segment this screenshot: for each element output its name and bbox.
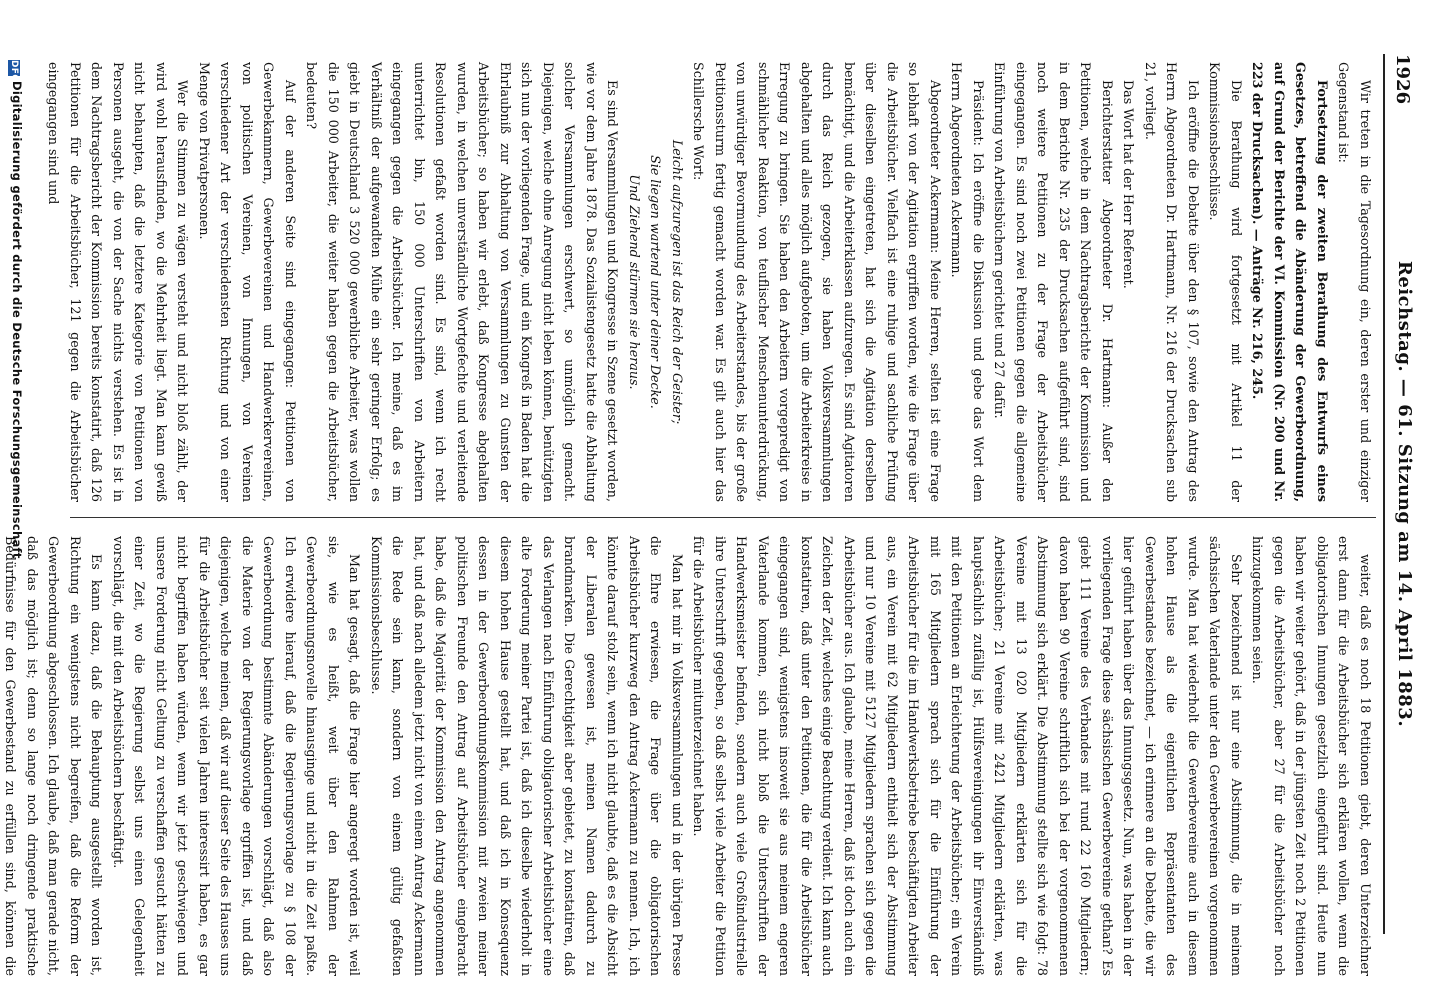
digitization-credit — [4, 60, 24, 960]
header-rule — [1383, 54, 1385, 934]
column-divider — [70, 517, 1376, 518]
president-statement: Präsident: Ich eröffne die Diskussion und gebe das Wort dem Herrn Abgeordneten Ackermann. — [949, 62, 986, 502]
speech-paragraph: Berichterstatter Abgeordneter Dr. Hartmann: Außer den Petitionen, welche in dem Nachtragsberichte der Kommission und in dem Berichte Nr. 235 der Drucksachen aufgeführt sind, sind noch weitere Petitionen zu der Frage der Arbeitsbücher eingegangen. Es sind noch zwei Petitionen gegen die allgemeine Einführung von Arbeitsbüchern gerichtet und 27 dafür. — [992, 62, 1115, 502]
paragraph: Die Berathung wird fortgesetzt mit Artikel 11 der Kommissionsbeschlüsse. — [1207, 62, 1244, 502]
paragraph: Wir treten in die Tagesordnung ein, deren erster und einziger Gegenstand ist: — [1336, 62, 1373, 502]
quote-line: Sie liegen wartend unter deiner Decke. — [648, 155, 664, 409]
speech-paragraph: Sehr bezeichnend ist nur eine Abstimmung, die in meinem sächsischen Vaterlande unter den Gewerbevereinen vorgenommen wurde. Man hat wiederholt die Gewerbevereine auch in diesem hohen Hause als die eigentlichen Repräsentanten des Gewerbestandes bezeichnet, — ich erinnere an die Debatte, die wir hier geführt haben über das Innungsgesetz. Nun, was haben in der vorliegenden Frage diese sächsischen Gewerbevereine gethan? Es giebt 111 Vereine des Verbandes mit rund 22 160 Mitgliedern; davon haben 90 Vereine schriftlich sich bei der vorgenommenen Abstimmung sich erklärt. Die Abstimmung stellte sich wie folgt: 78 Vereine mit 13 020 Mitgliedern erklärten sich für die Arbeitsbücher; 21 Vereine mit 2421 Mitgliedern erklärten, was hauptsächlich zufällig ist, Hülfsvereinigungen ihr Einverständniß mit den Petitionen an Erleichterung der Arbeitsbücher; ein Verein mit 165 Mitgliedern sprach sich für die Einführung der Arbeitsbücher für die im Handwerksbetriebe beschäftigten Arbeiter aus, ein Verein mit 62 Mitgliedern enthielt sich der Abstimmung und nur 10 Vereine mit 5127 Mitgliedern sprachen sich gegen die Arbeitsbücher aus. Ich glaube, meine Herren, daß ist doch auch ein Zeichen der Zeit, welches einige Beachtung verdient. Ich kann auch konstatiren, daß unter den Petitionen, die für die Arbeitsbücher eingegangen sind, wenigstens insoweit sie aus meinem engeren Vaterlande kommen, sich nicht bloß die Unterschriften der Handwerksmeister befinden, sondern auch viele Großindustrielle ihre Unterschrift gegeben, so daß selbst viele Arbeiter die Petition für die Arbeitsbücher mitunterzeichnet haben. — [691, 536, 1244, 976]
speech-paragraph: Es sind Versammlungen und Kongresse in Szene gesetzt worden, wie vor dem Jahre 1878. Das Sozialistengesetz hatte die Abhaltung solcher Versammlungen erschwert, so unmöglich gemacht. Diejenigen, welche ohne Anregung nicht leben können, benützigten sich nun der vorliegenden Frage, und ein Kongreß in Baden hat die Ehrlaubniß zur Abhaltung von Versammlungen zu Gunsten der Arbeitsbücher; so haben wir erlebt, daß Kongresse abgehalten wurden, in welchen unverständliche Wortgefechte und verleitende Resolutionen gefaßt worden sind. Es sind, wenn ich recht unterrichtet bin, 150 000 Unterschriften von Arbeitern eingegangen gegen die Arbeitsbücher. Ich meine, daß es im Verhältniß der aufgewandten Mühe ein sehr geringer Erfolg; es giebt in Deutschland 3 520 000 gewerbliche Arbeiter, was wollen die 150 000 Arbeiter, die weiter haben gegen die Arbeitsbücher, bedeuten? — [304, 62, 621, 502]
page-title: Reichstag. — 61. Sitzung am 14. April 1883. — [1394, 260, 1415, 728]
paragraph: Ich eröffne die Debatte über den § 107, sowie den Antrag des Herrn Abgeordneten Dr. Hartmann, Nr. 216 der Drucksachen sub 21, vorliegt. — [1143, 62, 1201, 502]
speech-paragraph: Wer die Stimmen zu wägen versteht und nicht bloß zählt, der wird wohl herausfinden, wo die Mehrheit liegt. Man kann gewiß nicht behaupten, daß die letztere Kategorie von Petitionen von Personen ausgeht, die von der Sache nichts verstehen. Es ist in dem Nachtragsbericht der Kommission bereits konstatirt, daß 126 Petitionen für die Arbeitsbücher, 121 gegen die Arbeitsbücher eingegangen sind und — [46, 62, 191, 502]
page-number: 1926 — [1392, 54, 1413, 105]
speech-paragraph: Abgeordneter Ackermann: Meine Herren, selten ist eine Frage so lebhaft von der Agitation ergriffen worden, wie die Frage über die Arbeitsbücher. Vielfach ist eine ruhige und sachliche Prüfung über dieselben eingetreten, hat sich die Agitation derselben bemächtigt, und die Arbeiterklassen aufzuregen. Es sind Agitatoren durch das Reich gezogen, sie haben Volksversammlungen abgehalten und alles möglich aufgeboten, um die Arbeiterkreise in Erregung zu bringen. Sie haben den Arbeitern vorgepredigt von schmählicher Reaktion, von teuflischer Menschenunterdrückung, von unwürdiger Bevormundung des Arbeiterstandes, bis der große Petitionssturm fertig gemacht worden war. Es gilt auch hier das Schillersche Wort: — [691, 62, 943, 502]
page-header — [1385, 54, 1415, 934]
speech-paragraph: Man hat gesagt, daß die Frage hier angeregt worden ist, weil sie, wie es heißt, weit über den Rahmen der Gewerbeordnungsnovelle hinausginge und nicht in die Zeit paßte. Ich erwidere hierauf, daß die Regierungsvorlage zu § 108 der Gewerbeordnung bestimmte Abänderungen vorschlägt, daß also die Materie von der Regierungsvorlage ergriffen ist, und daß diejenigen, welche meinen, daß wir auf dieser Seite des Hauses uns für die Arbeitsbücher seit vielen Jahren interessirt haben, es gar nicht begriffen haben würden, wenn wir jetzt geschwiegen und unsere Forderung nicht Geltung zu verschaffen gesucht hätten zu einer Zeit, wo die Regierung selbst uns einen Gelegenheit vorschlägt, die mit den Arbeitsbüchern beschäftigt. — [111, 536, 363, 976]
speech-paragraph: Man hat mir in Volksversammlungen und in der übrigen Presse die Ehre erwiesen, die Frage über die obligatorischen Arbeitsbücher kurzweg den Antrag Ackermann zu nennen. Ich, ich könnte darauf stolz sein, wenn ich nicht glaubte, daß es die Absicht der Liberalen gewesen ist, meinen Namen dadurch zu brandmarken. Die Gerechtigkeit aber gebietet, zu konstatiren, daß das Verlangen nach Einführung obligatorischer Arbeitsbücher eine alte Forderung meiner Partei ist, daß ich dieselbe wiederholt in diesem hohen Hause gestellt hat, und daß ich in Konsequenz dessen in der Gewerbeordnungskommission mit zweien meiner politischen Freunde den Antrag auf Arbeitsbücher eingebracht habe, daß die Majorität der Kommission den Antrag angenommen hat, und daß nach alledem jetzt nicht von einem Antrag Ackermann die Rede sein kann, sondern von einem gültig gefaßten Kommissionsbeschlusse. — [369, 536, 685, 976]
speech-paragraph: Es kann dazu, daß die Behauptung ausgestellt worden ist, Richtung ein wenigstens nicht begreifen, daß die Reform der Gewerbeordnung abgeschlossen. Ich glaube, daß man gerade nicht, daß das möglich ist; denn so lange noch dringende praktische Bedürfnisse für den Gewerbestand zu erfüllen sind, können die — [3, 536, 105, 976]
right-column — [3, 536, 1376, 976]
quote-line: Leicht aufzuregen ist das Reich der Geister; — [670, 139, 685, 425]
dfg-logo: DFG — [9, 60, 19, 82]
quote-line: Und Ziehend stürmen sie heraus. — [627, 174, 642, 390]
credit-text: Digitalisierung gefördert durch die Deutsche Forschungsgemeinschaft — [10, 81, 24, 559]
speech-paragraph: Auf der anderen Seite sind eingegangen: Petitionen von Gewerbekammern, Gewerbevereinen und Handwerkervereinen, von politischen Vereinen, von Innungen, von Vereinen verschiedener Art der verschiedensten Richtung und von einer Menge von Privatpersonen. — [197, 62, 298, 502]
left-column — [46, 62, 1376, 502]
paragraph: Das Wort hat der Herr Referent. — [1121, 80, 1137, 289]
agenda-item: Fortsetzung der zweiten Berathung des Entwurfs eines Gesetzes, betreffend die Abänderung der Gewerbeordnung, auf Grund der Berichte der VI. Kommission (Nr. 200 und Nr. 223 der Drucksachen). — Anträge Nr. 216, 245. — [1250, 62, 1330, 502]
speech-paragraph: weiter, daß es noch 18 Petitionen giebt, deren Unterzeichner erst dann für die Arbeitsbücher sich erklären wollen, wenn die obligatorischen Innungen gesetzlich eingeführt sind. Heute nun haben wir weiter gehört, daß in der jüngsten Zeit noch 2 Petitionen gegen die Arbeitsbücher, aber 27 für die Arbeitsbücher noch hinzugekommen seien. — [1250, 536, 1373, 976]
